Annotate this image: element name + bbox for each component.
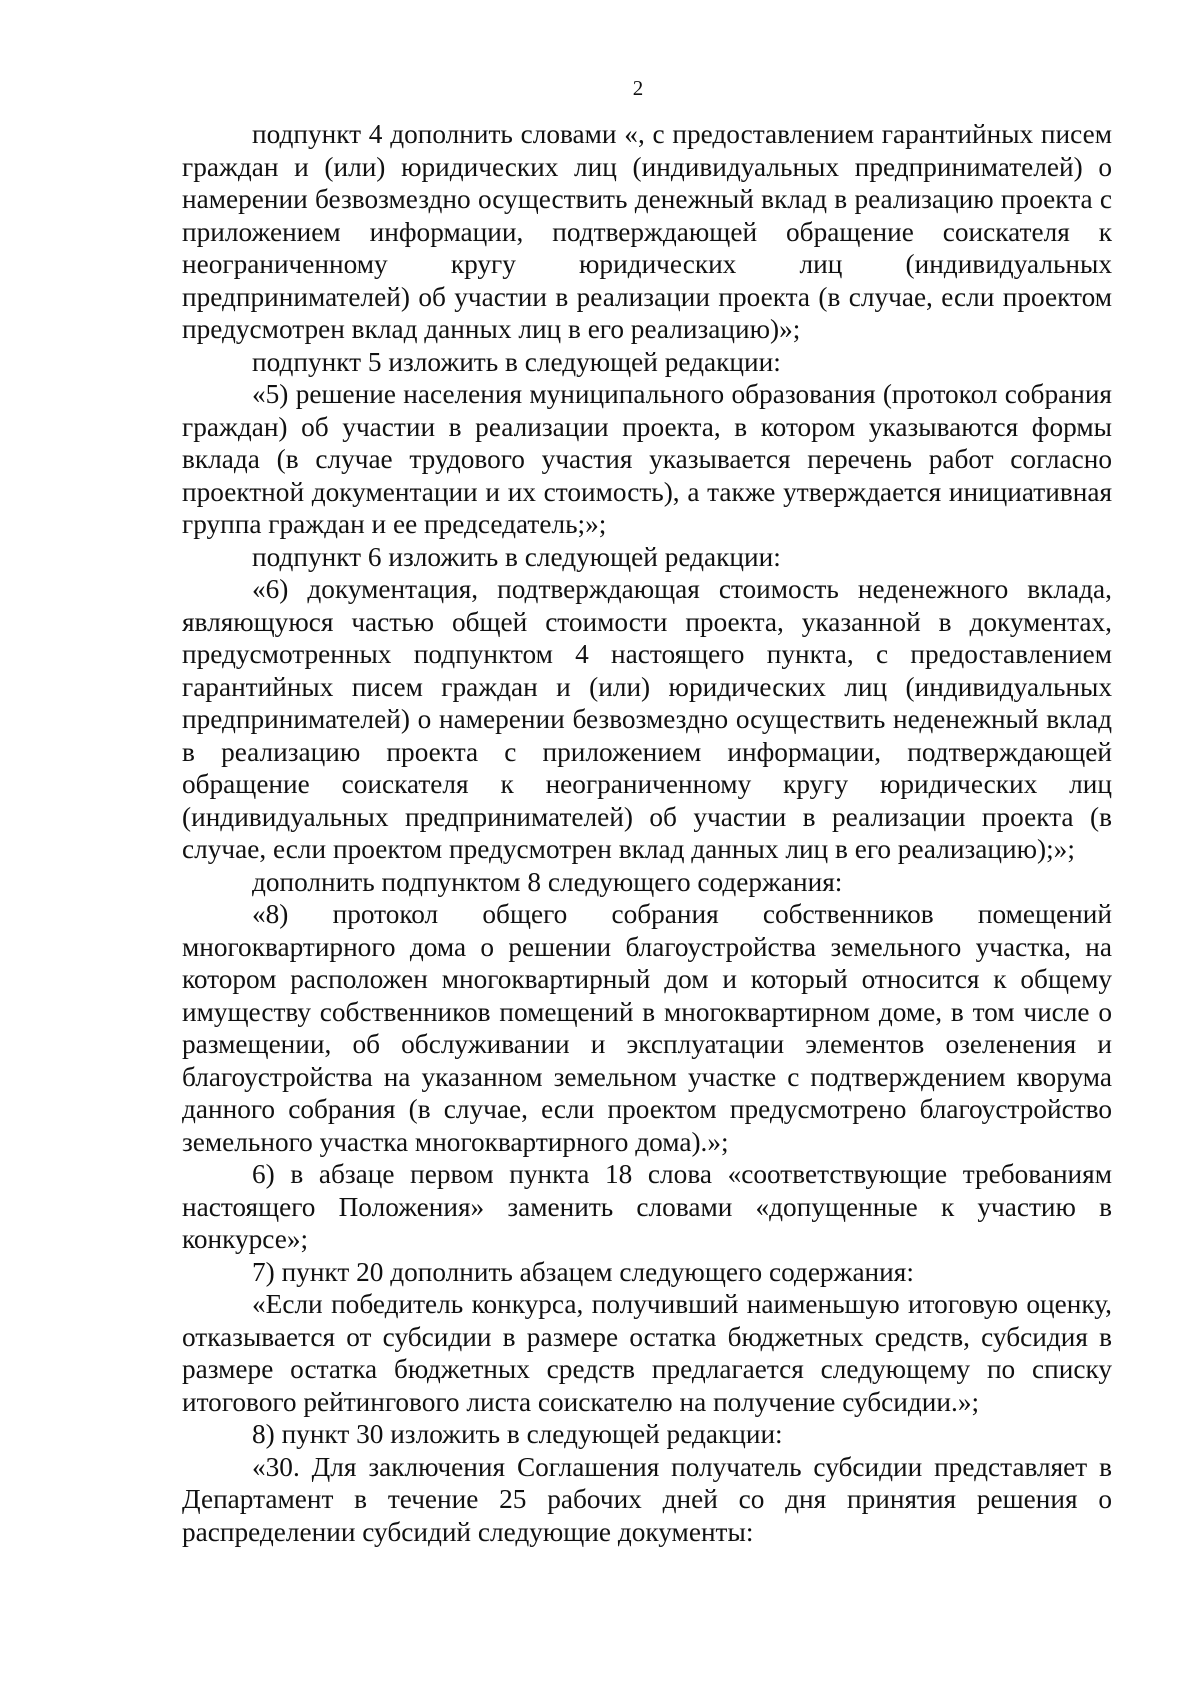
paragraph: 8) пункт 30 изложить в следующей редакции: bbox=[252, 1419, 783, 1449]
paragraph: «8) протокол общего собрания собственников помещений многоквартирного дома о решении благоустройства земельного участка, на котором расположен многоквартирный дом и который относится к общему имуществу собственников помещений в многоквартирном доме, в том числе о размещении, об обслуживании и эксплуатации элементов озеленения и благоустройства на указанном земельном участке с подтверждением кворума данного собрания (в случае, если проектом предусмотрено благоустройство земельного участка многоквартирного дома).»; bbox=[182, 899, 1112, 1157]
paragraph: подпункт 5 изложить в следующей редакции: bbox=[252, 346, 781, 377]
paragraph: 6) в абзаце первом пункта 18 слова «соответствующие требованиям настоящего Положения» заменить словами «допущенные к участию в конкурсе»; bbox=[182, 1159, 1112, 1254]
paragraph: подпункт 4 дополнить словами «, с предоставлением гарантийных писем граждан и (или) юридических лиц (индивидуальных предпринимателей) о намерении безвозмездно осуществить денежный вклад в реализацию проекта с приложением информации, подтверждающей обращение соискателя к неограниченному кругу юридических лиц (индивидуальных предпринимателей) об участии в реализации проекта (в случае, если проектом предусмотрен вклад данных лиц в его реализацию)»; bbox=[182, 119, 1112, 344]
page-number: 2 bbox=[632, 76, 644, 100]
paragraph: «Если победитель конкурса, получивший наименьшую итоговую оценку, отказывается от субсидии в размере остатка бюджетных средств, субсидия в размере остатка бюджетных средств предлагается следующему по списку итогового рейтингового листа соискателю на получение субсидии.»; bbox=[182, 1289, 1112, 1417]
paragraph: подпункт 6 изложить в следующей редакции: bbox=[252, 541, 781, 572]
document-body bbox=[182, 118, 1112, 1548]
paragraph: «5) решение населения муниципального образования (протокол собрания граждан) об участии в реализации проекта, в котором указываются формы вклада (в случае трудового участия указывается перечень работ согласно проектной документации и их стоимость), а также утверждается инициативная группа граждан и ее председатель;»; bbox=[182, 379, 1112, 539]
paragraph: 7) пункт 20 дополнить абзацем следующего содержания: bbox=[252, 1256, 914, 1287]
paragraph: дополнить подпунктом 8 следующего содержания: bbox=[252, 866, 843, 897]
paragraph: «6) документация, подтверждающая стоимость неденежного вклада, являющуюся частью общей стоимости проекта, указанной в документах, предусмотренных подпунктом 4 настоящего пункта, с предоставлением гарантийных писем граждан и (или) юридических лиц (индивидуальных предпринимателей) о намерении безвозмездно осуществить неденежный вклад в реализацию проекта с приложением информации, подтверждающей обращение соискателя к неограниченному кругу юридических лиц (индивидуальных предпринимателей) об участии в реализации проекта (в случае, если проектом предусмотрен вклад данных лиц в его реализацию);»; bbox=[182, 574, 1112, 864]
paragraph: «30. Для заключения Соглашения получатель субсидии представляет в Департамент в течение 25 рабочих дней со дня принятия решения о распределении субсидий следующие документы: bbox=[182, 1451, 1112, 1547]
